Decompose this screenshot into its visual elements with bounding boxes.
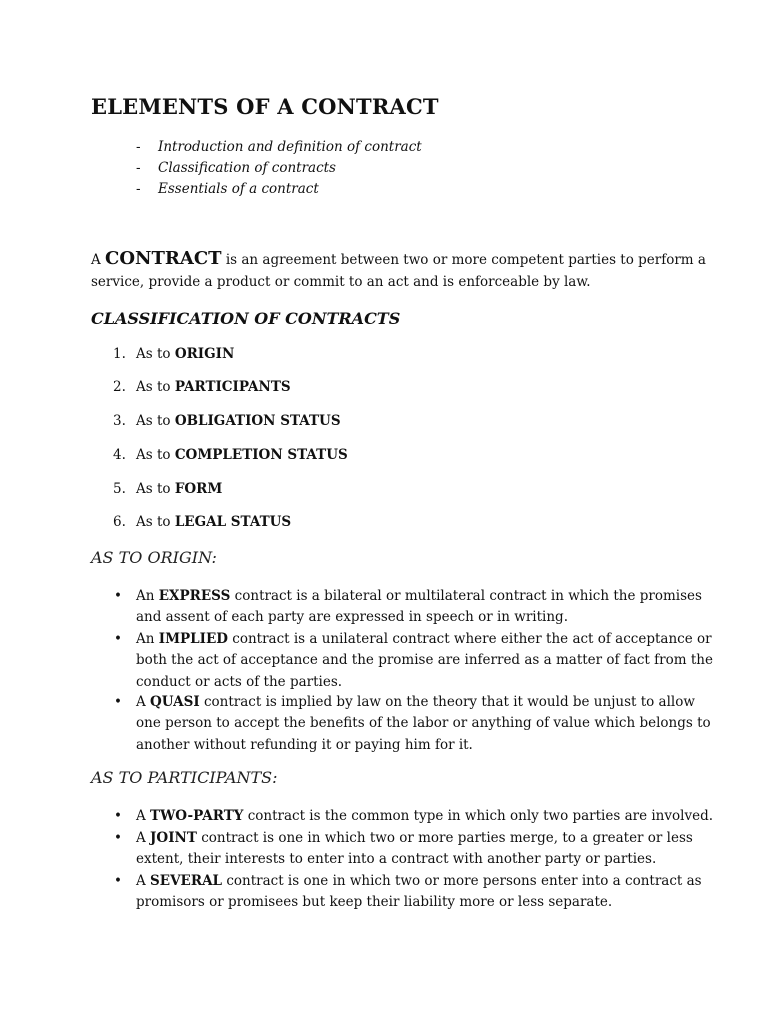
bullet-line — [136, 692, 695, 713]
bullet-term: SEVERAL — [150, 873, 223, 889]
item-prefix: As to — [136, 481, 175, 497]
item-text — [136, 514, 291, 530]
bullet-term: EXPRESS — [158, 588, 231, 604]
definition-prefix: A — [91, 252, 106, 268]
bullet-dot: • — [114, 808, 122, 824]
item-prefix: As to — [136, 379, 175, 395]
definition-line-1 — [91, 248, 706, 271]
bullet-line — [136, 871, 702, 892]
bullet-dot: • — [114, 873, 122, 889]
bullet-line: both the act of acceptance and the promise are inferred as a matter of fact from the — [136, 652, 713, 669]
bullet-term: JOINT — [150, 830, 197, 846]
bullet-dot: • — [114, 631, 122, 647]
bullet-body — [136, 586, 702, 629]
bullet-prefix: A — [136, 808, 151, 824]
item-text — [136, 447, 348, 463]
bullet-body — [136, 871, 702, 914]
item-term: COMPLETION STATUS — [174, 447, 348, 463]
item-number: 5. — [113, 481, 126, 497]
document-title: ELEMENTS OF A CONTRACT — [91, 94, 439, 119]
toc-dash: - — [136, 181, 141, 197]
bullet-body — [136, 828, 693, 871]
definition-paragraph — [91, 248, 706, 293]
bullet-line — [136, 629, 712, 650]
item-number: 1. — [113, 346, 126, 362]
bullet-line — [136, 828, 693, 849]
item-number: 6. — [113, 514, 126, 530]
bullet-dot: • — [114, 694, 122, 710]
item-prefix: As to — [136, 447, 175, 463]
bullet-term: TWO-PARTY — [150, 808, 244, 824]
bullet-line — [136, 806, 714, 827]
classification-heading: CLASSIFICATION OF CONTRACTS — [91, 309, 401, 328]
bullet-text: contract is implied by law on the theory that it would be unjust to allow — [199, 694, 695, 710]
item-number: 3. — [113, 413, 126, 429]
participants-heading: AS TO PARTICIPANTS: — [91, 768, 278, 787]
item-text — [136, 346, 234, 362]
item-prefix: As to — [136, 514, 175, 530]
bullet-line: one person to accept the benefits of the labor or anything of value which belongs to — [136, 715, 711, 732]
bullet-text: contract is one in which two or more parties merge, to a greater or less — [196, 830, 693, 846]
bullet-text: contract is the common type in which only two parties are involved. — [243, 808, 714, 824]
bullet-prefix: A — [136, 830, 151, 846]
item-term: FORM — [174, 481, 223, 497]
definition-text-1: is an agreement between two or more competent parties to perform a — [221, 252, 706, 268]
bullet-body — [136, 692, 711, 756]
bullet-prefix: A — [136, 694, 151, 710]
toc-text: Essentials of a contract — [158, 181, 319, 197]
bullet-text: contract is a unilateral contract where either the act of acceptance or — [227, 631, 712, 647]
item-term: OBLIGATION STATUS — [174, 413, 341, 429]
item-prefix: As to — [136, 346, 175, 362]
item-term: PARTICIPANTS — [174, 379, 291, 395]
bullet-term: QUASI — [150, 694, 200, 710]
bullet-dot: • — [114, 588, 122, 604]
origin-heading: AS TO ORIGIN: — [91, 548, 217, 567]
toc-dash: - — [136, 160, 141, 176]
toc-text: Classification of contracts — [158, 160, 336, 176]
bullet-body — [136, 806, 714, 827]
definition-term: CONTRACT — [105, 248, 222, 269]
bullet-prefix: An — [136, 588, 159, 604]
definition-line-2: service, provide a product or commit to an act and is enforceable by law. — [91, 274, 591, 290]
bullet-line: another without refunding it or paying him for it. — [136, 736, 473, 753]
item-term: LEGAL STATUS — [174, 514, 292, 530]
bullet-dot: • — [114, 830, 122, 846]
bullet-line: extent, their interests to enter into a contract with another party or parties. — [136, 851, 657, 868]
bullet-prefix: A — [136, 873, 151, 889]
item-text — [136, 481, 222, 497]
bullet-text: contract is one in which two or more persons enter into a contract as — [222, 873, 702, 889]
item-term: ORIGIN — [174, 346, 235, 362]
item-number: 2. — [113, 379, 126, 395]
bullet-body — [136, 629, 713, 693]
bullet-line: promisors or promisees but keep their liability more or less separate. — [136, 894, 613, 911]
bullet-text: contract is a bilateral or multilateral contract in which the promises — [230, 588, 702, 604]
item-text — [136, 413, 341, 429]
bullet-line: and assent of each party are expressed in speech or in writing. — [136, 609, 568, 626]
toc-text: Introduction and definition of contract — [158, 139, 422, 155]
bullet-prefix: An — [136, 631, 159, 647]
item-text — [136, 379, 291, 395]
bullet-line: conduct or acts of the parties. — [136, 673, 343, 690]
toc-dash: - — [136, 139, 141, 155]
bullet-term: IMPLIED — [158, 631, 228, 647]
bullet-line — [136, 586, 702, 607]
item-prefix: As to — [136, 413, 175, 429]
item-number: 4. — [113, 447, 126, 463]
